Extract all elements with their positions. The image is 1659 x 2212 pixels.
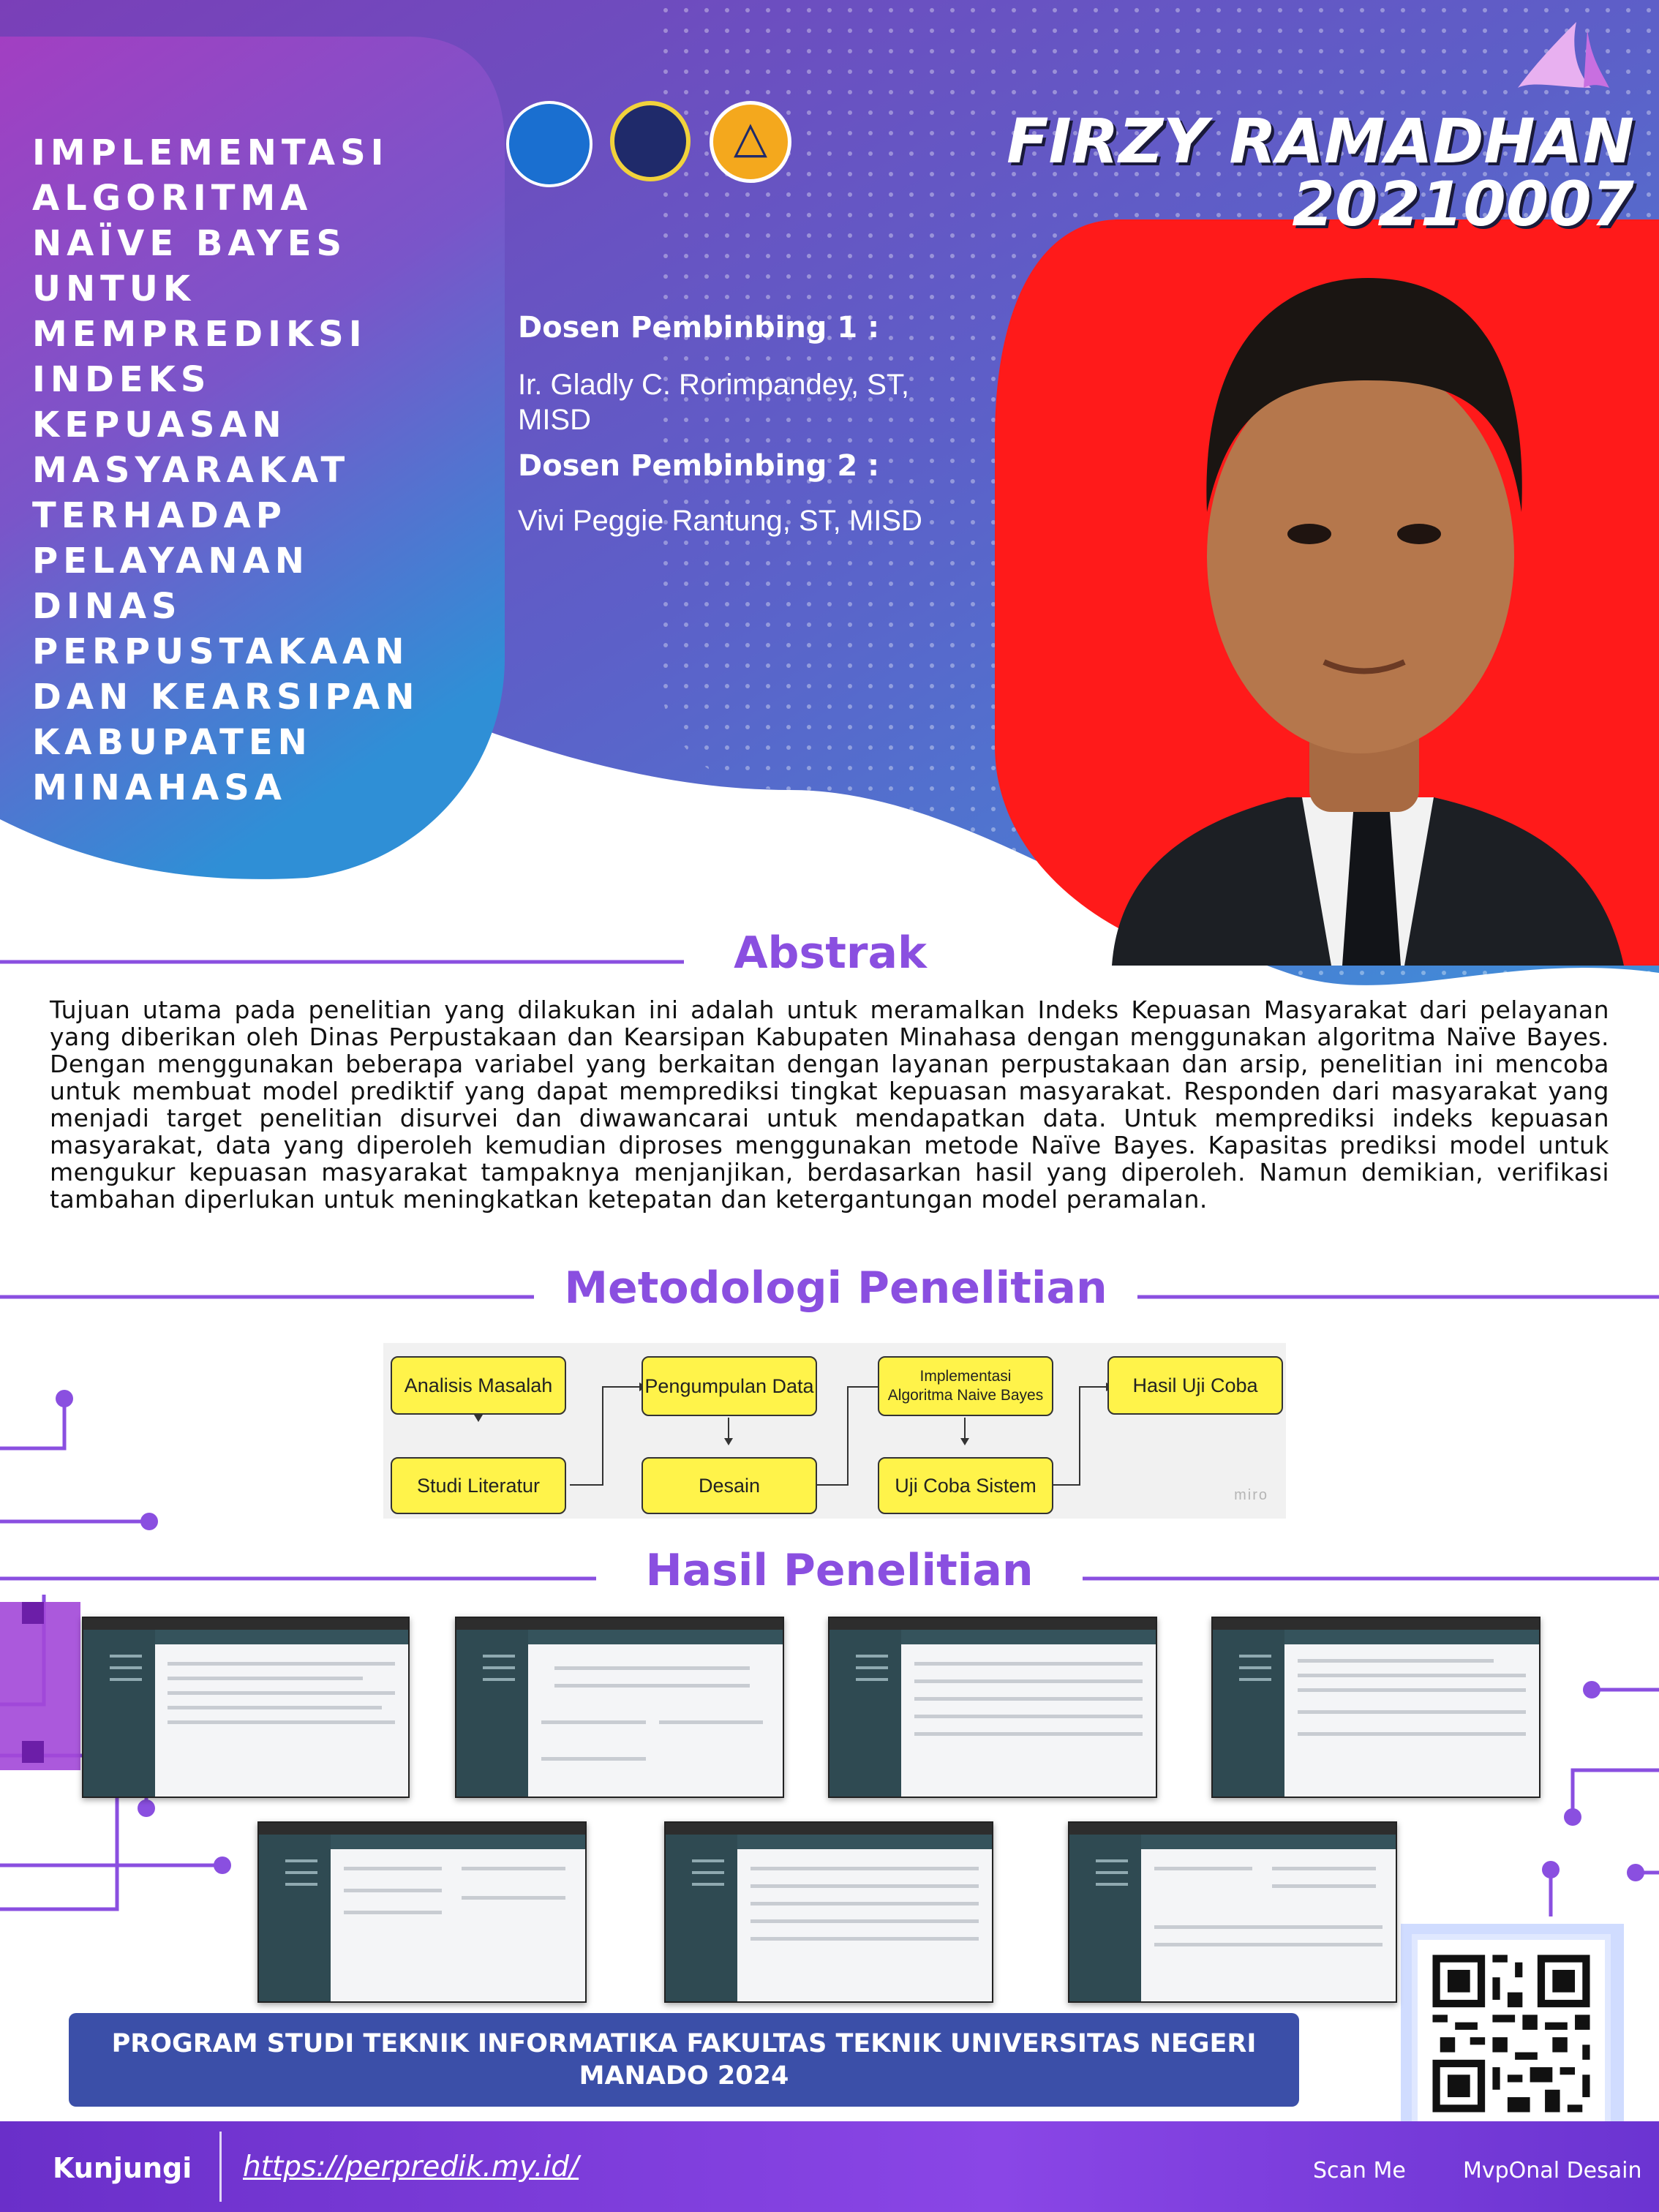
flow-step-analisis-masalah: Analisis Masalah	[391, 1356, 566, 1415]
method-heading: Metodologi Penelitian	[564, 1263, 1107, 1314]
website-link[interactable]: https://perpredik.my.id/	[243, 2151, 579, 2183]
program-banner: PROGRAM STUDI TEKNIK INFORMATIKA FAKULTAS TEKNIK UNIVERSITAS NEGERI MANADO 2024	[69, 2013, 1299, 2107]
results-heading: Hasil Penelitian	[645, 1545, 1034, 1596]
designer-credit: MvpOnal Desain	[1463, 2158, 1642, 2183]
title-line: KEPUASAN	[32, 405, 287, 445]
visit-label: Kunjungi	[53, 2152, 192, 2184]
flow-step-desain: Desain	[642, 1457, 817, 1514]
screenshot-user-settings	[1068, 1821, 1397, 2003]
divider	[219, 2132, 222, 2202]
title-line: INDEKS	[32, 359, 211, 400]
flow-step-pengumpulan-data: Pengumpulan Data	[642, 1356, 817, 1416]
author-nim: 20210007	[1292, 168, 1634, 240]
author-block	[1007, 105, 1634, 240]
title-line: MASYARAKAT	[32, 450, 350, 491]
title-line: UNTUK	[32, 268, 196, 309]
title-line: DAN KEARSIPAN	[32, 677, 420, 718]
dosen1-label: Dosen Pembinbing 1 :	[518, 311, 880, 345]
author-name: FIRZY RAMADHAN	[1007, 105, 1634, 177]
dosen1-name: Ir. Gladly C. Rorimpandey, ST, MISD	[518, 369, 909, 436]
logo-kemendikbud	[506, 101, 592, 187]
bottom-bar	[0, 2121, 1659, 2212]
title-line: IMPLEMENTASI	[32, 132, 389, 173]
qr-code-icon	[1418, 1940, 1605, 2127]
title-line: KABUPATEN	[32, 722, 312, 763]
screenshot-result-classification	[828, 1617, 1157, 1798]
screenshot-training-data	[82, 1617, 410, 1798]
methodology-flowchart	[383, 1343, 1286, 1519]
title-line: ALGORITMA	[32, 178, 313, 219]
logo-universitas-negeri-manado	[610, 101, 691, 181]
dosen2-label: Dosen Pembinbing 2 :	[518, 449, 880, 483]
triangle-icon: △	[733, 112, 768, 163]
logo-fakultas-teknik	[710, 101, 791, 183]
flow-step-studi-literatur: Studi Literatur	[391, 1457, 566, 1514]
screenshot-classification-table	[664, 1821, 993, 2003]
abstract-heading: Abstrak	[734, 928, 927, 979]
title-line: TERHADAP	[32, 495, 287, 536]
poster-title	[32, 130, 442, 810]
flow-step-hasil-uji-coba: Hasil Uji Coba	[1107, 1356, 1283, 1415]
dosen2-name: Vivi Peggie Rantung, ST, MISD	[518, 505, 922, 537]
title-line: MINAHASA	[32, 767, 287, 808]
qr-code[interactable]	[1412, 1934, 1611, 2133]
screenshot-confusion-matrix	[257, 1821, 587, 2003]
flow-step-implementasi: Implementasi Algoritma Naive Bayes	[878, 1356, 1053, 1416]
screenshot-result-probability	[455, 1617, 784, 1798]
miro-watermark: miro	[1234, 1487, 1268, 1503]
title-line: PELAYANAN	[32, 541, 309, 582]
title-line: DINAS	[32, 586, 182, 627]
scan-me-label: Scan Me	[1313, 2158, 1406, 2183]
screenshot-precision-recall	[1211, 1617, 1540, 1798]
title-line: MEMPREDIKSI	[32, 314, 367, 355]
title-line: PERPUSTAKAAN	[32, 631, 410, 672]
title-line: NAÏVE BAYES	[32, 223, 347, 264]
flow-step-uji-coba-sistem: Uji Coba Sistem	[878, 1457, 1053, 1514]
abstract-text: Tujuan utama pada penelitian yang dilakukan ini adalah untuk meramalkan Indeks Kepuasan Masyarakat dari pelayanan yang diberikan oleh Dinas Perpustakaan dan Kearsipan Kabupaten Minahasa dengan menggunakan algoritma Naïve Bayes. Dengan menggunakan beberapa variabel yang berkaitan dengan layanan perpustakaan dan arsip, penelitian ini mencoba untuk membuat model prediktif yang dapat memprediksi tingkat kepuasan masyarakat. Responden dari masyarakat yang menjadi target penelitian disurvei dan diwawancarai untuk mendapatkan data. Untuk memprediksi indeks kepuasan masyarakat, data yang diperoleh kemudian diproses menggunakan metode Naïve Bayes. Kapasitas prediksi model untuk mengukur kepuasan masyarakat tampaknya menjanjikan, berdasarkan hasil yang diperoleh. Namun demikian, verifikasi tambahan diperlukan untuk meningkatkan ketepatan dan ketergantungan model peramalan.	[50, 996, 1609, 1214]
